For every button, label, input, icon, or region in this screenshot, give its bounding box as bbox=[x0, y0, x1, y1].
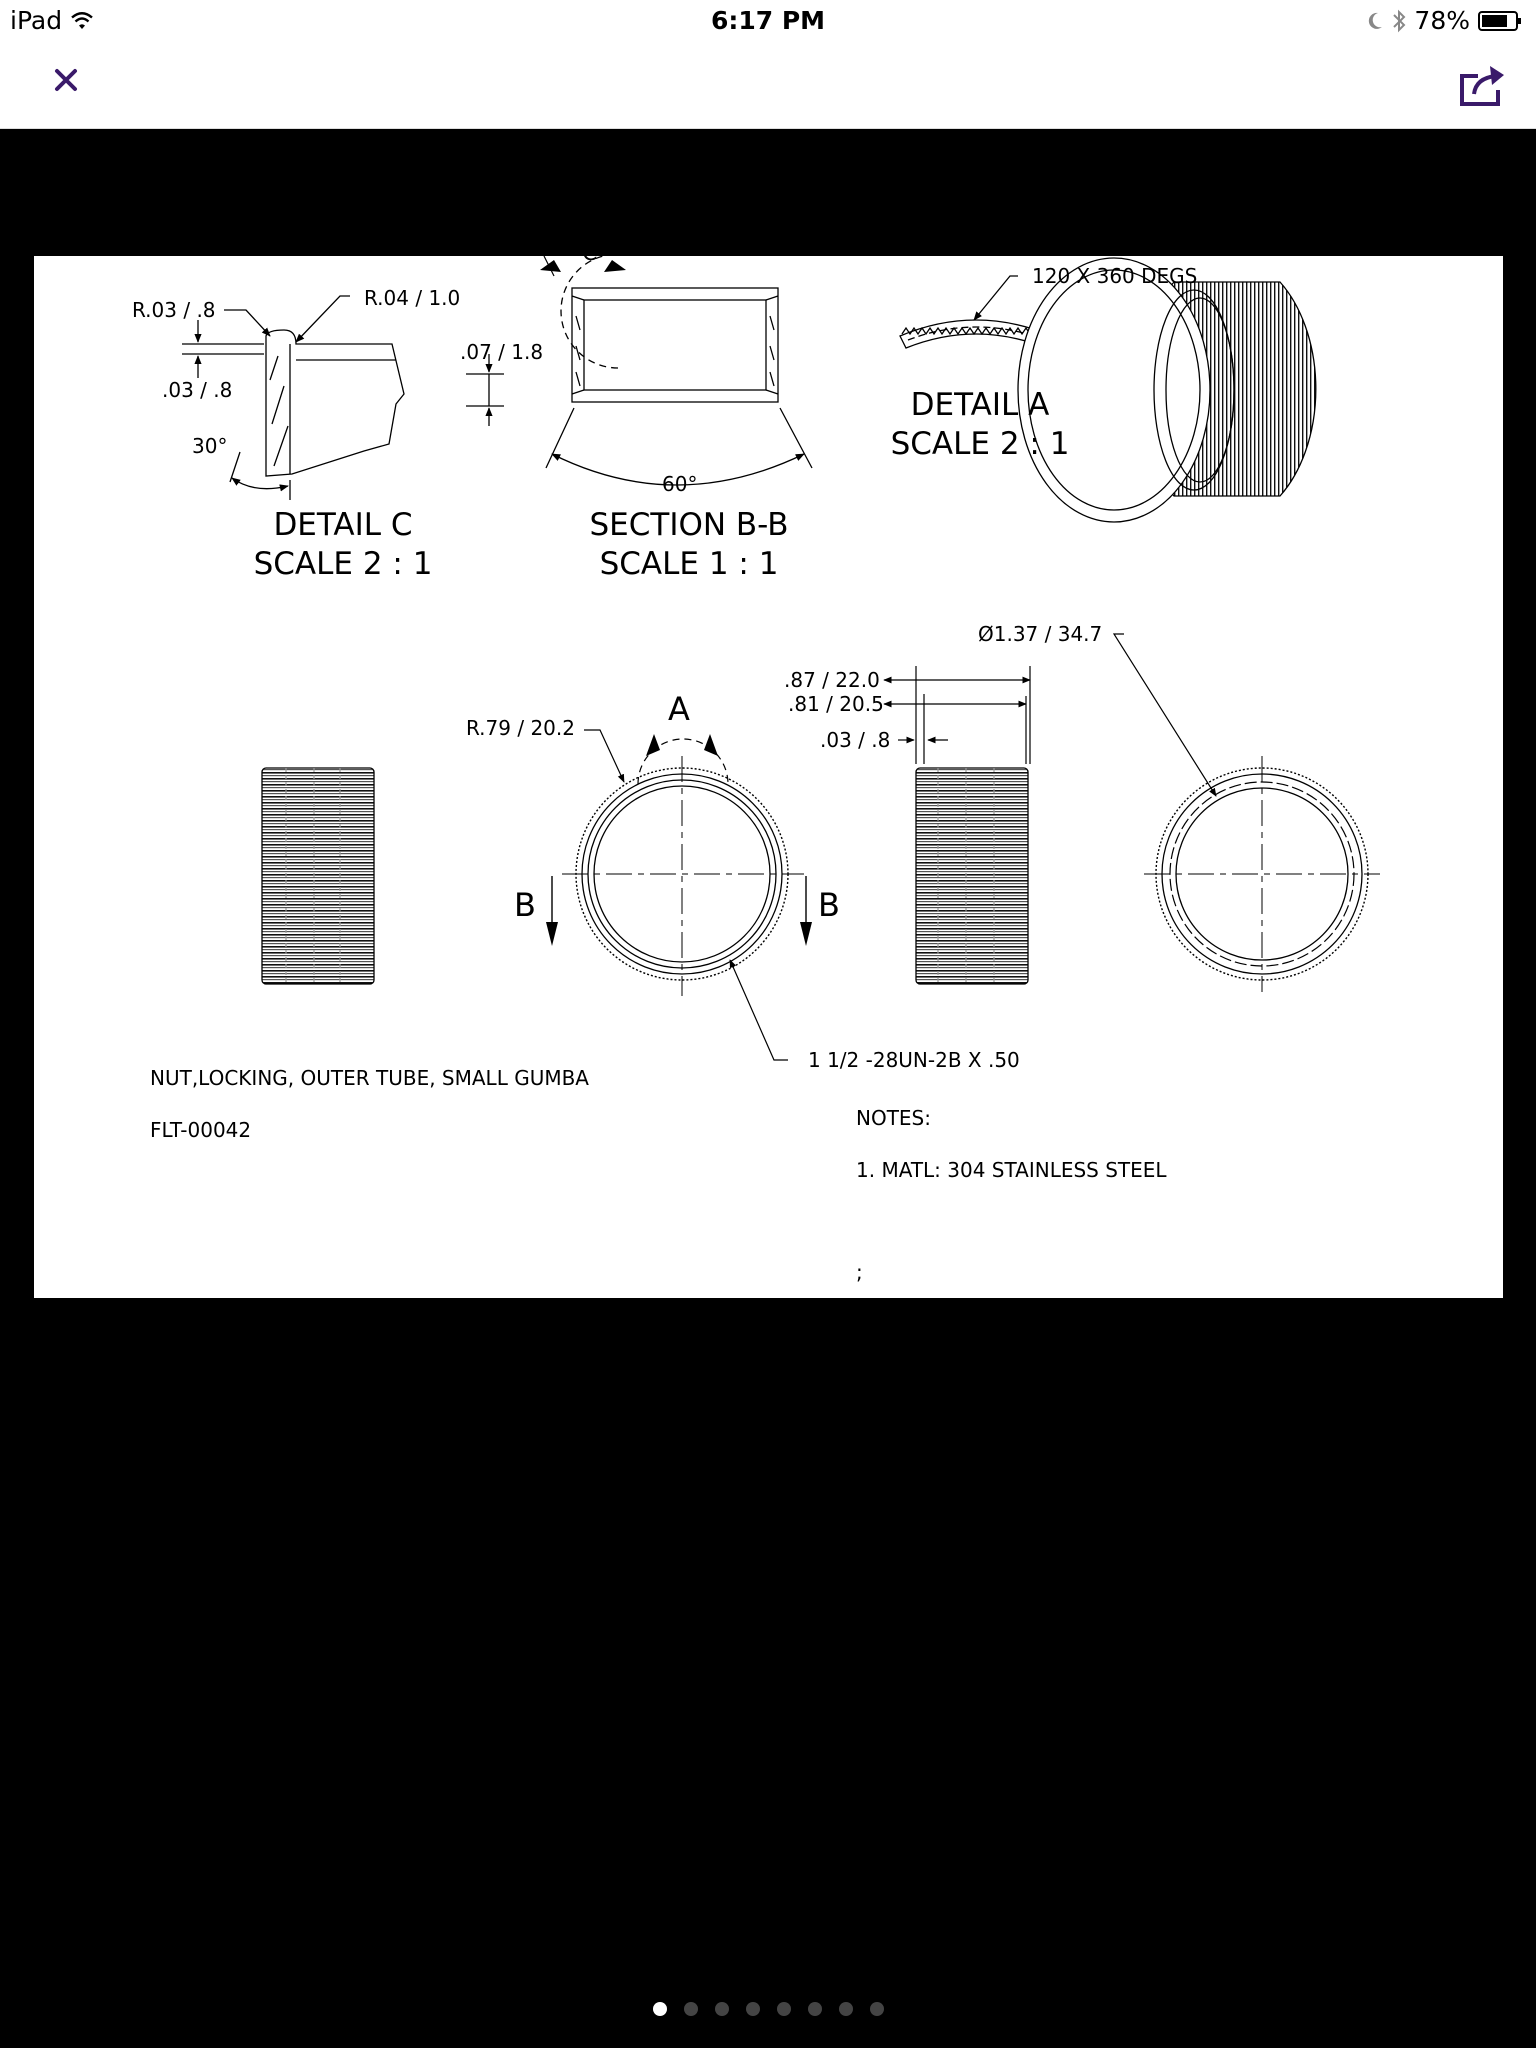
side-view-dimensions bbox=[884, 666, 1030, 764]
status-right bbox=[1366, 6, 1522, 35]
side-view-left bbox=[262, 768, 374, 984]
front-view-radius: R.79 / 20.2 bbox=[466, 716, 575, 740]
share-icon bbox=[1458, 60, 1510, 110]
battery-percent: 78% bbox=[1414, 6, 1470, 35]
detail-a-marker: A bbox=[668, 690, 690, 728]
drawing-linework bbox=[34, 241, 1503, 1298]
detail-c-scale: SCALE 2 : 1 bbox=[253, 546, 433, 582]
nav-bar bbox=[0, 40, 1536, 129]
detail-c-title bbox=[218, 506, 468, 584]
page-dot-7[interactable] bbox=[839, 2002, 853, 2016]
battery-icon bbox=[1478, 10, 1522, 32]
page-dot-5[interactable] bbox=[777, 2002, 791, 2016]
detail-c-chamfer-dim: .03 / .8 bbox=[162, 378, 233, 402]
front-view bbox=[552, 730, 806, 1060]
part-name: NUT,LOCKING, OUTER TUBE, SMALL GUMBA bbox=[150, 1066, 589, 1090]
detail-c-radius-left: R.03 / .8 bbox=[132, 298, 216, 322]
moon-icon bbox=[1366, 11, 1384, 31]
detail-a-scale: SCALE 2 : 1 bbox=[890, 426, 1070, 462]
detail-c-marker: C bbox=[582, 241, 598, 266]
side-view-right bbox=[916, 768, 1028, 984]
notes-heading: NOTES: bbox=[856, 1106, 931, 1130]
end-view bbox=[1114, 634, 1380, 992]
dim-outer-diameter: Ø1.37 / 34.7 bbox=[978, 622, 1103, 646]
section-bb-scale: SCALE 1 : 1 bbox=[599, 546, 779, 582]
detail-a-title-text: DETAIL A bbox=[910, 387, 1050, 423]
page-dot-4[interactable] bbox=[746, 2002, 760, 2016]
detail-c-title-text: DETAIL C bbox=[273, 507, 413, 543]
close-button[interactable] bbox=[44, 58, 88, 102]
drawing-page bbox=[34, 241, 1503, 1298]
section-bb-wall-dim: .07 / 1.8 bbox=[460, 340, 544, 364]
device-name: iPad bbox=[10, 6, 63, 35]
page-dot-6[interactable] bbox=[808, 2002, 822, 2016]
note-material: 1. MATL: 304 STAINLESS STEEL bbox=[856, 1158, 1167, 1182]
cut-marker-left: B bbox=[514, 886, 536, 924]
dim-overall-length: .87 / 22.0 bbox=[784, 668, 880, 692]
part-number: FLT-00042 bbox=[150, 1118, 252, 1142]
close-icon bbox=[54, 68, 78, 92]
dim-chamfer: .03 / .8 bbox=[820, 728, 891, 752]
page-dot-1[interactable] bbox=[653, 2002, 667, 2016]
section-bb-angle: 60° bbox=[662, 472, 698, 496]
page-dot-3[interactable] bbox=[715, 2002, 729, 2016]
status-bar bbox=[0, 0, 1536, 40]
bluetooth-icon bbox=[1392, 9, 1406, 33]
trailing-mark: ; bbox=[856, 1260, 863, 1284]
section-bb-view bbox=[466, 254, 812, 485]
cut-marker-right: B bbox=[818, 886, 840, 924]
thread-callout: 1 1/2 -28UN-2B X .50 bbox=[808, 1048, 1020, 1072]
section-bb-title bbox=[564, 506, 814, 584]
dim-inner-length: .81 / 20.5 bbox=[788, 692, 884, 716]
page-dot-2[interactable] bbox=[684, 2002, 698, 2016]
status-time: 6:17 PM bbox=[710, 6, 826, 35]
detail-c-angle: 30° bbox=[192, 434, 228, 458]
page-dot-8[interactable] bbox=[870, 2002, 884, 2016]
page-indicator[interactable] bbox=[0, 2002, 1536, 2016]
detail-c-radius-right: R.04 / 1.0 bbox=[364, 286, 461, 310]
share-button[interactable] bbox=[1458, 60, 1510, 110]
detail-a-count: 120 X 360 DEGS bbox=[1032, 264, 1198, 288]
detail-a-title bbox=[870, 386, 1090, 464]
section-bb-title-text: SECTION B-B bbox=[589, 507, 789, 543]
